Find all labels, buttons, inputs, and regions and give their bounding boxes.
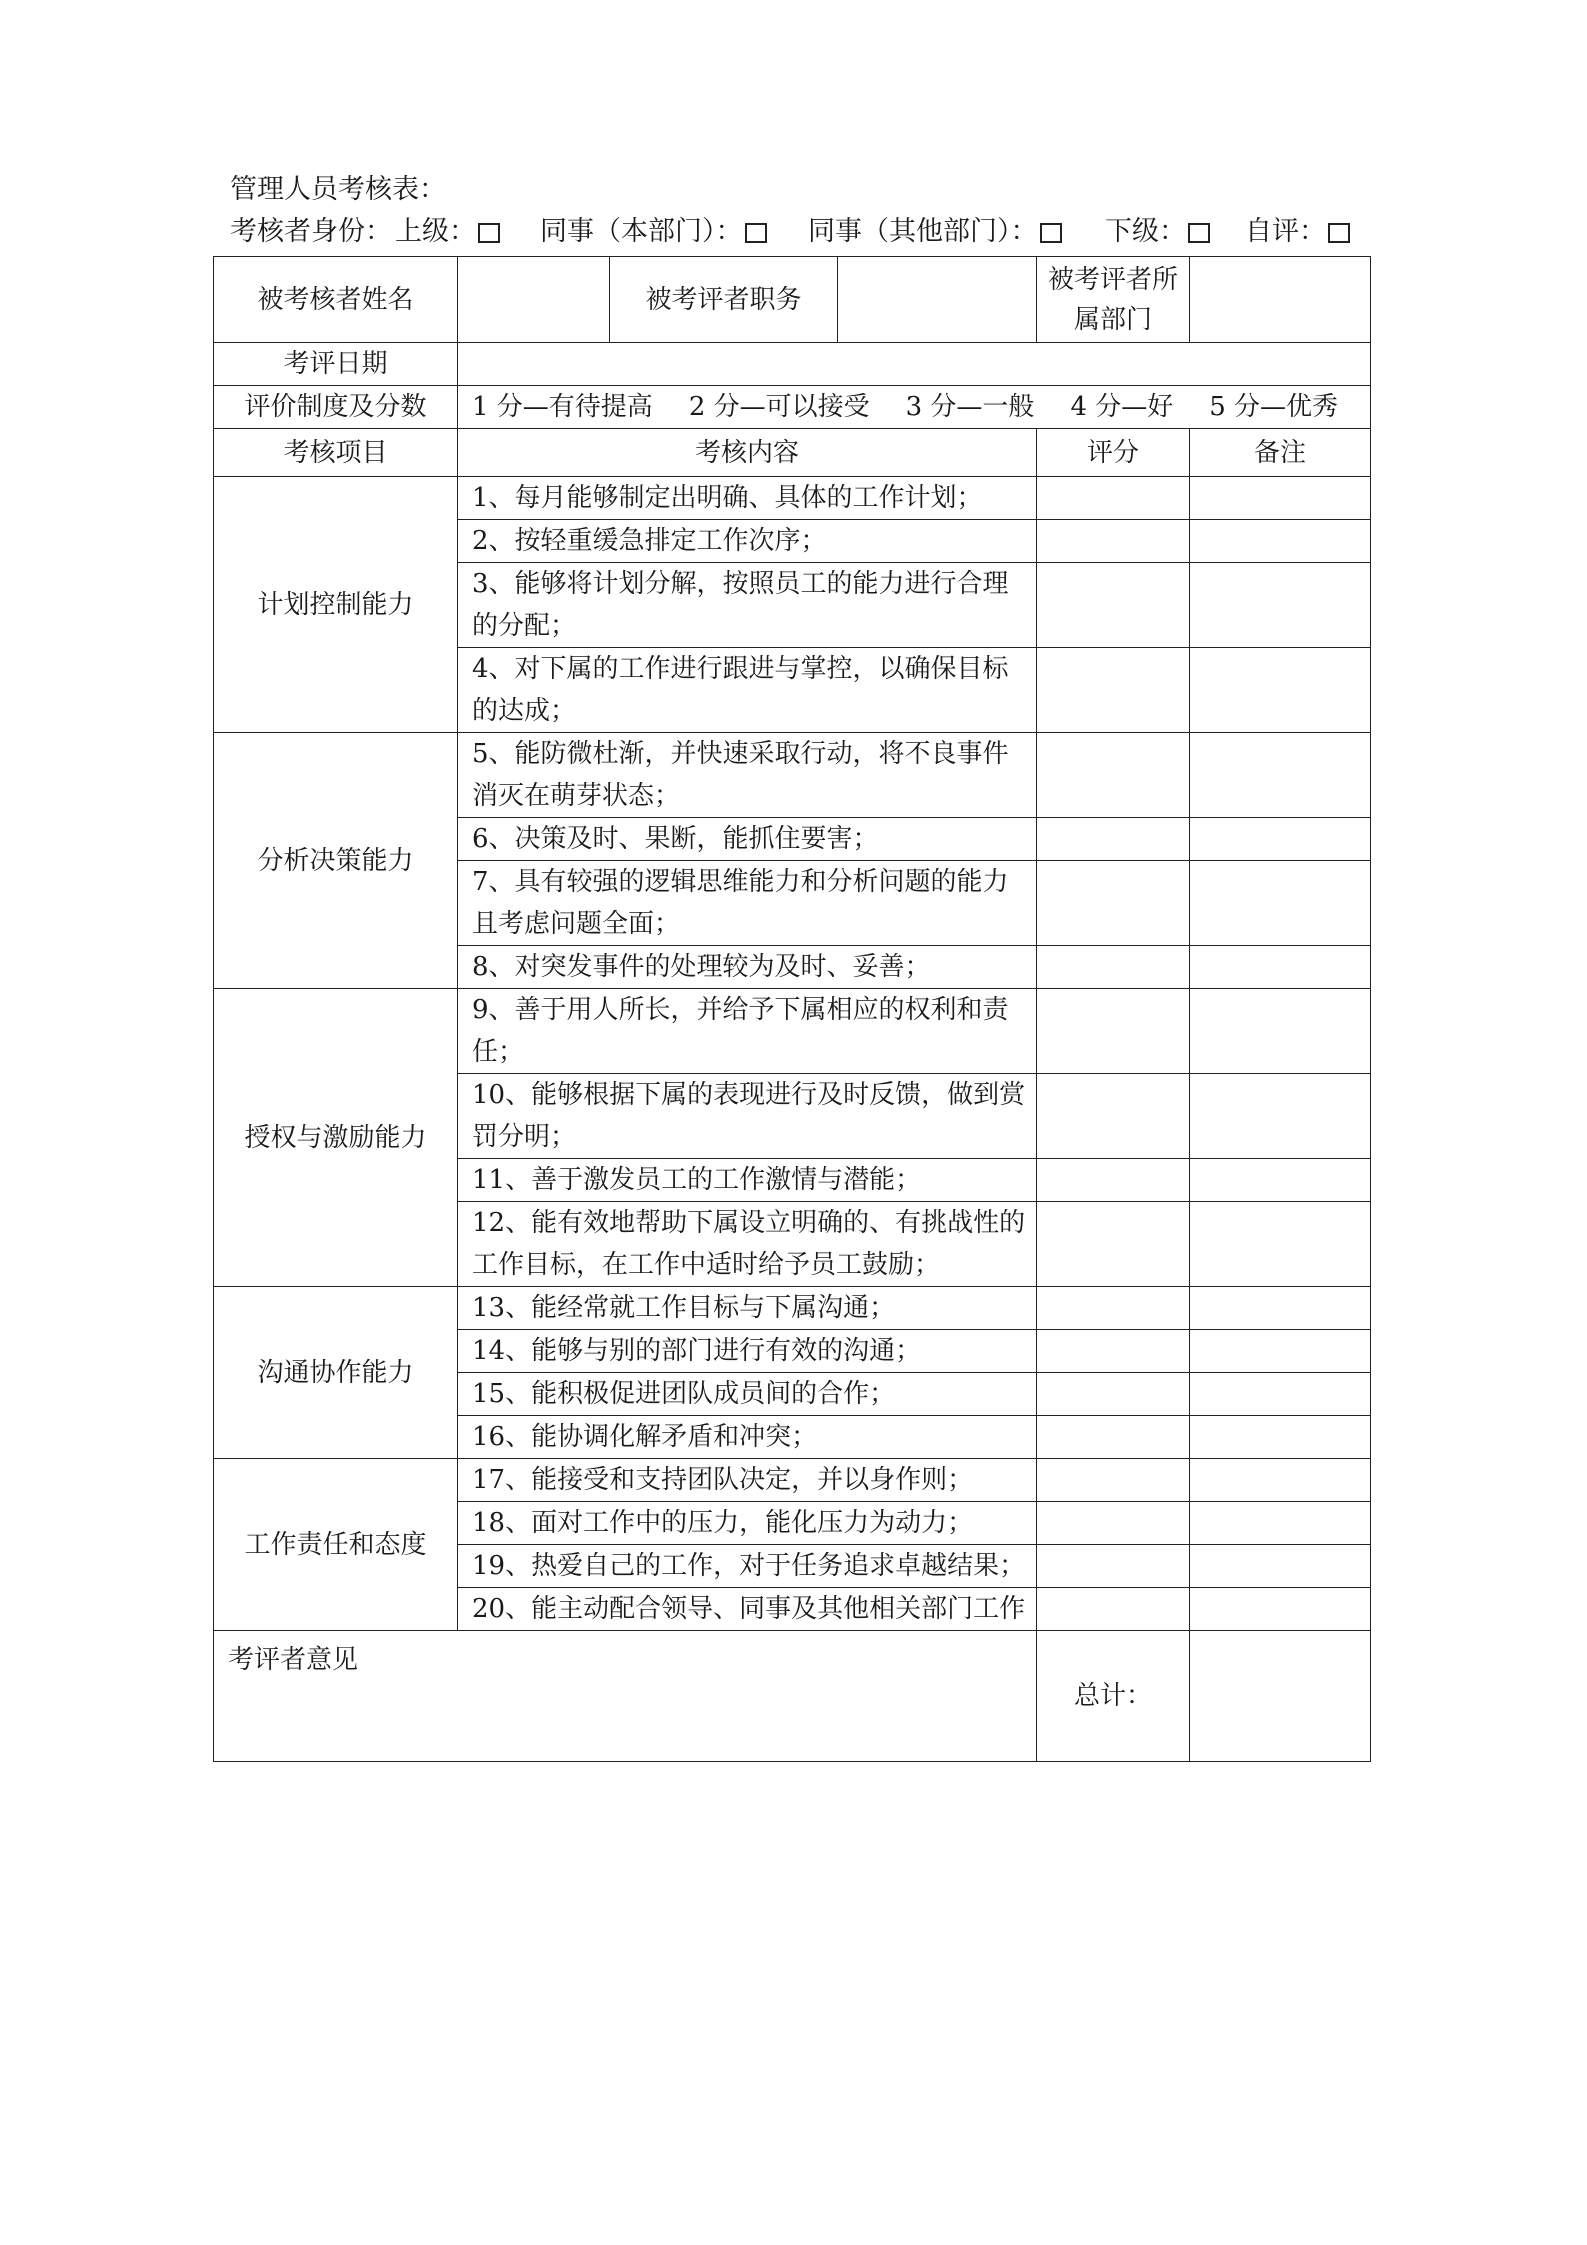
column-project: 考核项目 <box>214 429 458 477</box>
assessment-item: 7、具有较强的逻辑思维能力和分析问题的能力且考虑问题全面； <box>458 861 1037 946</box>
category-name: 分析决策能力 <box>214 733 458 989</box>
score-cell[interactable] <box>1037 520 1190 563</box>
remark-cell[interactable] <box>1190 477 1371 520</box>
score-cell[interactable] <box>1037 1459 1190 1502</box>
remark-cell[interactable] <box>1190 1202 1371 1287</box>
remark-cell[interactable] <box>1190 1330 1371 1373</box>
checkbox-other-dept[interactable] <box>1040 223 1062 243</box>
category-name: 工作责任和态度 <box>214 1459 458 1631</box>
checkbox-superior[interactable] <box>478 223 500 243</box>
identity-option-superior[interactable]: 上级： <box>395 214 500 250</box>
score-cell[interactable] <box>1037 648 1190 733</box>
remark-cell[interactable] <box>1190 1416 1371 1459</box>
column-remark: 备注 <box>1190 429 1371 477</box>
scale-2: 2 分—可以接受 <box>688 392 870 422</box>
name-value[interactable] <box>458 257 610 343</box>
remark-cell[interactable] <box>1190 1459 1371 1502</box>
checkbox-same-dept[interactable] <box>745 223 767 243</box>
date-value[interactable] <box>458 343 1371 386</box>
score-cell[interactable] <box>1037 989 1190 1074</box>
assessment-item: 16、能协调化解矛盾和冲突； <box>458 1416 1037 1459</box>
score-cell[interactable] <box>1037 1502 1190 1545</box>
checkbox-self[interactable] <box>1328 223 1350 243</box>
assessment-item: 10、能够根据下属的表现进行及时反馈，做到赏罚分明； <box>458 1074 1037 1159</box>
scale-description <box>458 386 1371 429</box>
scale-label: 评价制度及分数 <box>214 386 458 429</box>
assessment-item: 15、能积极促进团队成员间的合作； <box>458 1373 1037 1416</box>
remark-cell[interactable] <box>1190 1074 1371 1159</box>
score-cell[interactable] <box>1037 818 1190 861</box>
remark-cell[interactable] <box>1190 733 1371 818</box>
remark-cell[interactable] <box>1190 1545 1371 1588</box>
remark-cell[interactable] <box>1190 1373 1371 1416</box>
checkbox-subordinate[interactable] <box>1188 223 1210 243</box>
scale-3: 3 分—一般 <box>905 392 1035 422</box>
form-title: 管理人员考核表： <box>230 174 446 205</box>
identity-label: 考核者身份： <box>230 216 392 247</box>
score-cell[interactable] <box>1037 861 1190 946</box>
name-label: 被考核者姓名 <box>214 257 458 343</box>
category-name: 计划控制能力 <box>214 477 458 733</box>
assessment-item: 9、善于用人所长，并给予下属相应的权利和责任； <box>458 989 1037 1074</box>
position-label: 被考评者职务 <box>610 257 838 343</box>
score-cell[interactable] <box>1037 1416 1190 1459</box>
category-name: 沟通协作能力 <box>214 1287 458 1459</box>
total-label: 总计： <box>1037 1631 1190 1762</box>
table-row <box>214 477 1371 520</box>
score-cell[interactable] <box>1037 1074 1190 1159</box>
table-row <box>214 1459 1371 1502</box>
score-cell[interactable] <box>1037 1545 1190 1588</box>
assessment-item: 4、对下属的工作进行跟进与掌控，以确保目标的达成； <box>458 648 1037 733</box>
identity-option-other-dept[interactable]: 同事（其他部门）： <box>808 214 1062 250</box>
table-row <box>214 733 1371 818</box>
remark-cell[interactable] <box>1190 648 1371 733</box>
assessment-item: 13、能经常就工作目标与下属沟通； <box>458 1287 1037 1330</box>
remark-cell[interactable] <box>1190 1588 1371 1631</box>
score-cell[interactable] <box>1037 1287 1190 1330</box>
assessment-item: 14、能够与别的部门进行有效的沟通； <box>458 1330 1037 1373</box>
category-name: 授权与激励能力 <box>214 989 458 1287</box>
assessment-table <box>213 256 1371 1762</box>
assessment-item: 1、每月能够制定出明确、具体的工作计划； <box>458 477 1037 520</box>
assessment-item: 2、按轻重缓急排定工作次序； <box>458 520 1037 563</box>
score-cell[interactable] <box>1037 1202 1190 1287</box>
remark-cell[interactable] <box>1190 989 1371 1074</box>
table-row <box>214 1287 1371 1330</box>
dept-value[interactable] <box>1190 257 1371 343</box>
assessment-item: 11、善于激发员工的工作激情与潜能； <box>458 1159 1037 1202</box>
assessment-item: 12、能有效地帮助下属设立明确的、有挑战性的工作目标，在工作中适时给予员工鼓励； <box>458 1202 1037 1287</box>
score-cell[interactable] <box>1037 563 1190 648</box>
assessment-item: 3、能够将计划分解，按照员工的能力进行合理的分配； <box>458 563 1037 648</box>
identity-option-subordinate[interactable]: 下级： <box>1105 214 1210 250</box>
score-cell[interactable] <box>1037 1588 1190 1631</box>
total-value[interactable] <box>1190 1631 1371 1762</box>
score-cell[interactable] <box>1037 1330 1190 1373</box>
table-row <box>214 989 1371 1074</box>
evaluator-identity-row <box>230 214 1370 250</box>
assessment-item: 6、决策及时、果断，能抓住要害； <box>458 818 1037 861</box>
remark-cell[interactable] <box>1190 1287 1371 1330</box>
score-cell[interactable] <box>1037 733 1190 818</box>
scale-5: 5 分—优秀 <box>1209 392 1339 422</box>
column-content: 考核内容 <box>458 429 1037 477</box>
identity-option-self[interactable]: 自评： <box>1245 214 1350 250</box>
footer-row <box>214 1631 1371 1762</box>
assessment-item: 18、面对工作中的压力，能化压力为动力； <box>458 1502 1037 1545</box>
assessment-item: 20、能主动配合领导、同事及其他相关部门工作 <box>458 1588 1037 1631</box>
scale-1: 1 分—有待提高 <box>472 392 653 422</box>
assessment-item: 5、能防微杜渐，并快速采取行动，将不良事件消灭在萌芽状态； <box>458 733 1037 818</box>
remark-cell[interactable] <box>1190 818 1371 861</box>
assessment-item: 19、热爱自己的工作，对于任务追求卓越结果； <box>458 1545 1037 1588</box>
remark-cell[interactable] <box>1190 520 1371 563</box>
scale-4: 4 分—好 <box>1070 392 1174 422</box>
column-score: 评分 <box>1037 429 1190 477</box>
score-cell[interactable] <box>1037 1159 1190 1202</box>
position-value[interactable] <box>838 257 1037 343</box>
date-label: 考评日期 <box>214 343 458 386</box>
assessment-item: 8、对突发事件的处理较为及时、妥善； <box>458 946 1037 989</box>
remark-cell[interactable] <box>1190 1159 1371 1202</box>
identity-option-same-dept[interactable]: 同事（本部门）： <box>540 214 767 250</box>
score-cell[interactable] <box>1037 1373 1190 1416</box>
remark-cell[interactable] <box>1190 563 1371 648</box>
score-cell[interactable] <box>1037 477 1190 520</box>
dept-label: 被考评者所属部门 <box>1037 257 1190 343</box>
assessment-item: 17、能接受和支持团队决定，并以身作则； <box>458 1459 1037 1502</box>
remark-cell[interactable] <box>1190 861 1371 946</box>
remark-cell[interactable] <box>1190 1502 1371 1545</box>
remark-cell[interactable] <box>1190 946 1371 989</box>
score-cell[interactable] <box>1037 946 1190 989</box>
evaluator-comment[interactable]: 考评者意见 <box>214 1631 1037 1762</box>
